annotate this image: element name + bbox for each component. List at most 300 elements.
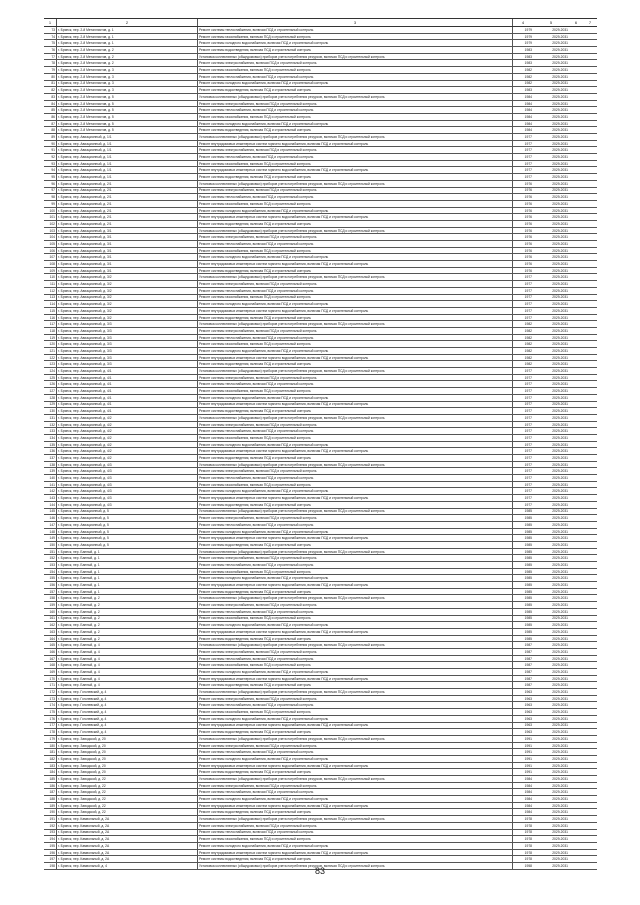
table-row	[44, 207, 597, 214]
address-cell: г. Брянск, пер. Заводской, д. 20	[57, 735, 198, 742]
table-row	[44, 548, 597, 555]
work-type-cell: Установка коллективных (общедомовых) приборов учета потребления ресурсов, включая ПСД и строительный контроль	[198, 321, 513, 328]
table-row	[44, 247, 597, 254]
work-type-cell: Ремонт внутридомовых инженерных систем горячего водоснабжения, включая ПСД и строительный контроль	[198, 762, 513, 769]
empty-cell	[583, 615, 597, 622]
address-cell: г. Брянск, пер. Авиационный, д. 3/2	[57, 281, 198, 288]
empty-cell	[569, 709, 583, 716]
address-cell: г. Брянск, пер. Авиационный, д. 1/1	[57, 174, 198, 181]
period-cell: 2029-2031	[533, 829, 569, 836]
period-cell: 2029-2031	[533, 508, 569, 515]
empty-cell	[569, 361, 583, 368]
row-number: 160	[44, 608, 57, 615]
table-row	[44, 361, 597, 368]
empty-cell	[569, 669, 583, 676]
row-number: 193	[44, 829, 57, 836]
work-type-cell: Установка коллективных (общедомовых) приборов учета потребления ресурсов, включая ПСД и строительный контроль	[198, 735, 513, 742]
empty-cell	[569, 856, 583, 863]
period-cell: 2029-2031	[533, 254, 569, 261]
row-number: 159	[44, 602, 57, 609]
empty-cell	[569, 689, 583, 696]
row-number: 84	[44, 100, 57, 107]
year-cell: 1985	[513, 595, 534, 602]
year-cell: 1963	[513, 689, 534, 696]
address-cell: г. Брянск, пер. 2-й Металлистов, д. 2	[57, 53, 198, 60]
address-cell: г. Брянск, пер. Авиационный, д. 2/1	[57, 200, 198, 207]
table-row	[44, 441, 597, 448]
address-cell: г. Брянск, пер. Авиационный, д. 3/2	[57, 287, 198, 294]
address-cell: г. Брянск, пер. Заводской, д. 20	[57, 769, 198, 776]
empty-cell	[583, 294, 597, 301]
address-cell: г. Брянск, пер. Банный, д. 1	[57, 562, 198, 569]
address-cell: г. Брянск, пер. Авиационный, д. 3/2	[57, 314, 198, 321]
table-row	[44, 294, 597, 301]
period-cell: 2029-2031	[533, 247, 569, 254]
period-cell: 2029-2031	[533, 662, 569, 669]
row-number: 172	[44, 689, 57, 696]
period-cell: 2029-2031	[533, 100, 569, 107]
row-number: 131	[44, 414, 57, 421]
empty-cell	[583, 261, 597, 268]
table-row	[44, 174, 597, 181]
empty-cell	[583, 528, 597, 535]
year-cell: 1984	[513, 796, 534, 803]
empty-cell	[583, 789, 597, 796]
empty-cell	[583, 134, 597, 141]
year-cell: 1979	[513, 27, 534, 34]
empty-cell	[569, 227, 583, 234]
period-cell: 2029-2031	[533, 361, 569, 368]
address-cell: г. Брянск, пер. Авиационный, д. 5	[57, 528, 198, 535]
empty-cell	[569, 521, 583, 528]
year-cell: 1985	[513, 582, 534, 589]
empty-cell	[583, 648, 597, 655]
empty-cell	[583, 307, 597, 314]
period-cell: 2029-2031	[533, 301, 569, 308]
table-row	[44, 842, 597, 849]
address-cell: г. Брянск, пер. Гоголевский, д. 4	[57, 715, 198, 722]
period-cell: 2029-2031	[533, 307, 569, 314]
column-header: 4	[513, 19, 534, 27]
table-row	[44, 501, 597, 508]
table-row	[44, 822, 597, 829]
row-number: 79	[44, 67, 57, 74]
empty-cell	[583, 281, 597, 288]
period-cell: 2029-2031	[533, 628, 569, 635]
empty-cell	[583, 47, 597, 54]
work-type-cell: Ремонт системы газоснабжения, включая ПСД и строительный контроль	[198, 434, 513, 441]
row-number: 173	[44, 695, 57, 702]
empty-cell	[583, 113, 597, 120]
year-cell: 1977	[513, 408, 534, 415]
work-type-cell: Ремонт системы теплоснабжения, включая ПСД и строительный контроль	[198, 829, 513, 836]
row-number: 117	[44, 321, 57, 328]
year-cell: 1977	[513, 461, 534, 468]
work-type-cell: Ремонт внутридомовых инженерных систем горячего водоснабжения, включая ПСД и строительный контроль	[198, 261, 513, 268]
empty-cell	[583, 742, 597, 749]
work-type-cell: Установка коллективных (общедомовых) приборов учета потребления ресурсов, включая ПСД и строительный контроль	[198, 414, 513, 421]
work-type-cell: Ремонт системы теплоснабжения, включая ПСД и строительный контроль	[198, 428, 513, 435]
empty-cell	[583, 475, 597, 482]
row-number: 177	[44, 722, 57, 729]
empty-cell	[583, 287, 597, 294]
row-number: 109	[44, 267, 57, 274]
address-cell: г. Брянск, пер. 2-й Металлистов, д. 3	[57, 87, 198, 94]
year-cell: 1984	[513, 107, 534, 114]
empty-cell	[583, 481, 597, 488]
program-table	[44, 18, 597, 870]
work-type-cell: Ремонт системы водоотведения, включая ПСД и строительный контроль	[198, 87, 513, 94]
period-cell: 2029-2031	[533, 194, 569, 201]
year-cell: 1991	[513, 735, 534, 742]
year-cell: 1976	[513, 227, 534, 234]
year-cell: 1984	[513, 93, 534, 100]
year-cell: 1982	[513, 73, 534, 80]
period-cell: 2029-2031	[533, 40, 569, 47]
period-cell: 2029-2031	[533, 655, 569, 662]
work-type-cell: Ремонт внутридомовых инженерных систем горячего водоснабжения, включая ПСД и строительный контроль	[198, 140, 513, 147]
year-cell: 1976	[513, 254, 534, 261]
address-cell: г. Брянск, пер. Авиационный, д. 4/1	[57, 408, 198, 415]
table-row	[44, 455, 597, 462]
work-type-cell: Ремонт системы электроснабжения, включая ПСД и строительный контроль	[198, 234, 513, 241]
year-cell: 1977	[513, 428, 534, 435]
period-cell: 2029-2031	[533, 648, 569, 655]
row-number: 102	[44, 220, 57, 227]
address-cell: г. Брянск, пер. Авиационный, д. 3/2	[57, 301, 198, 308]
work-type-cell: Ремонт системы холодного водоснабжения, включая ПСД и строительный контроль	[198, 528, 513, 535]
year-cell: 1982	[513, 321, 534, 328]
address-cell: г. Брянск, пер. Авиационный, д. 1/1	[57, 134, 198, 141]
document-page	[44, 18, 596, 870]
year-cell: 1977	[513, 307, 534, 314]
empty-cell	[569, 247, 583, 254]
table-row	[44, 327, 597, 334]
work-type-cell: Ремонт системы теплоснабжения, включая ПСД и строительный контроль	[198, 381, 513, 388]
column-header: 3	[198, 19, 513, 27]
year-cell: 1987	[513, 675, 534, 682]
address-cell: г. Брянск, пер. Авиационный, д. 4/3	[57, 461, 198, 468]
work-type-cell: Ремонт системы теплоснабжения, включая ПСД и строительный контроль	[198, 521, 513, 528]
address-cell: г. Брянск, пер. Камвольный, д. 2А	[57, 829, 198, 836]
table-row	[44, 735, 597, 742]
table-row	[44, 615, 597, 622]
address-cell: г. Брянск, пер. 2-й Металлистов, д. 5	[57, 107, 198, 114]
period-cell: 2029-2031	[533, 134, 569, 141]
address-cell: г. Брянск, пер. Заводской, д. 22	[57, 809, 198, 816]
table-row	[44, 742, 597, 749]
work-type-cell: Ремонт системы газоснабжения, включая ПСД и строительный контроль	[198, 615, 513, 622]
work-type-cell: Ремонт системы холодного водоснабжения, включая ПСД и строительный контроль	[198, 80, 513, 87]
work-type-cell: Установка коллективных (общедомовых) приборов учета потребления ресурсов, включая ПСД и строительный контроль	[198, 816, 513, 823]
period-cell: 2029-2031	[533, 709, 569, 716]
empty-cell	[583, 755, 597, 762]
year-cell: 1976	[513, 267, 534, 274]
year-cell: 1977	[513, 140, 534, 147]
column-header: 7	[583, 19, 597, 27]
row-number: 108	[44, 261, 57, 268]
empty-cell	[569, 682, 583, 689]
table-row	[44, 555, 597, 562]
work-type-cell: Ремонт системы электроснабжения, включая ПСД и строительный контроль	[198, 327, 513, 334]
address-cell: г. Брянск, пер. Заводской, д. 20	[57, 762, 198, 769]
period-cell: 2029-2031	[533, 735, 569, 742]
table-row	[44, 107, 597, 114]
period-cell: 2029-2031	[533, 414, 569, 421]
table-row	[44, 234, 597, 241]
work-type-cell: Ремонт системы газоснабжения, включая ПСД и строительный контроль	[198, 200, 513, 207]
period-cell: 2029-2031	[533, 107, 569, 114]
year-cell: 1976	[513, 214, 534, 221]
empty-cell	[569, 816, 583, 823]
row-number: 140	[44, 475, 57, 482]
address-cell: г. Брянск, пер. Банный, д. 4	[57, 655, 198, 662]
table-row	[44, 93, 597, 100]
year-cell: 1977	[513, 388, 534, 395]
year-cell: 1977	[513, 434, 534, 441]
empty-cell	[583, 802, 597, 809]
table-row	[44, 675, 597, 682]
period-cell: 2029-2031	[533, 348, 569, 355]
empty-cell	[583, 127, 597, 134]
empty-cell	[583, 200, 597, 207]
year-cell: 1977	[513, 394, 534, 401]
empty-cell	[583, 234, 597, 241]
address-cell: г. Брянск, пер. Авиационный, д. 3/1	[57, 247, 198, 254]
year-cell: 1987	[513, 662, 534, 669]
year-cell: 1976	[513, 220, 534, 227]
period-cell: 2029-2031	[533, 849, 569, 856]
address-cell: г. Брянск, пер. Заводской, д. 22	[57, 802, 198, 809]
year-cell: 1985	[513, 628, 534, 635]
period-cell: 2029-2031	[533, 548, 569, 555]
table-row	[44, 816, 597, 823]
empty-cell	[569, 595, 583, 602]
address-cell: г. Брянск, пер. Авиационный, д. 3/3	[57, 327, 198, 334]
empty-cell	[583, 167, 597, 174]
address-cell: г. Брянск, пер. Авиационный, д. 4/2	[57, 414, 198, 421]
period-cell: 2029-2031	[533, 294, 569, 301]
period-cell: 2029-2031	[533, 836, 569, 843]
empty-cell	[569, 341, 583, 348]
year-cell: 1991	[513, 762, 534, 769]
row-number: 123	[44, 361, 57, 368]
table-row	[44, 809, 597, 816]
empty-cell	[583, 361, 597, 368]
address-cell: г. Брянск, пер. Банный, д. 4	[57, 642, 198, 649]
column-number-row	[44, 19, 597, 27]
period-cell: 2029-2031	[533, 702, 569, 709]
empty-cell	[569, 789, 583, 796]
empty-cell	[569, 93, 583, 100]
address-cell: г. Брянск, пер. Авиационный, д. 4/1	[57, 381, 198, 388]
year-cell: 1982	[513, 327, 534, 334]
address-cell: г. Брянск, пер. Авиационный, д. 2/1	[57, 187, 198, 194]
year-cell: 1977	[513, 147, 534, 154]
row-number: 113	[44, 294, 57, 301]
year-cell: 1977	[513, 468, 534, 475]
work-type-cell: Установка коллективных (общедомовых) приборов учета потребления ресурсов, включая ПСД и строительный контроль	[198, 180, 513, 187]
address-cell: г. Брянск, пер. Авиационный, д. 3/1	[57, 241, 198, 248]
year-cell: 1979	[513, 33, 534, 40]
year-cell: 1963	[513, 729, 534, 736]
row-number: 145	[44, 508, 57, 515]
year-cell: 1977	[513, 441, 534, 448]
period-cell: 2029-2031	[533, 160, 569, 167]
period-cell: 2029-2031	[533, 769, 569, 776]
empty-cell	[569, 414, 583, 421]
empty-cell	[569, 267, 583, 274]
empty-cell	[569, 608, 583, 615]
work-type-cell: Ремонт системы газоснабжения, включая ПСД и строительный контроль	[198, 388, 513, 395]
period-cell: 2029-2031	[533, 535, 569, 542]
table-row	[44, 628, 597, 635]
empty-cell	[569, 842, 583, 849]
period-cell: 2029-2031	[533, 147, 569, 154]
empty-cell	[583, 575, 597, 582]
table-row	[44, 120, 597, 127]
table-row	[44, 535, 597, 542]
work-type-cell: Ремонт системы газоснабжения, включая ПСД и строительный контроль	[198, 836, 513, 843]
year-cell: 1982	[513, 341, 534, 348]
work-type-cell: Ремонт системы газоснабжения, включая ПСД и строительный контроль	[198, 160, 513, 167]
empty-cell	[583, 274, 597, 281]
table-row	[44, 321, 597, 328]
row-number: 187	[44, 789, 57, 796]
table-row	[44, 575, 597, 582]
period-cell: 2029-2031	[533, 73, 569, 80]
address-cell: г. Брянск, пер. 2-й Металлистов, д. 2	[57, 47, 198, 54]
table-row	[44, 782, 597, 789]
address-cell: г. Брянск, пер. Авиационный, д. 3/1	[57, 234, 198, 241]
empty-cell	[583, 27, 597, 34]
row-number: 143	[44, 495, 57, 502]
address-cell: г. Брянск, пер. Заводской, д. 22	[57, 789, 198, 796]
work-type-cell: Ремонт внутридомовых инженерных систем горячего водоснабжения, включая ПСД и строительный контроль	[198, 849, 513, 856]
work-type-cell: Установка коллективных (общедомовых) приборов учета потребления ресурсов, включая ПСД и строительный контроль	[198, 274, 513, 281]
empty-cell	[583, 622, 597, 629]
row-number: 122	[44, 354, 57, 361]
address-cell: г. Брянск, пер. Камвольный, д. 2А	[57, 822, 198, 829]
empty-cell	[569, 508, 583, 515]
empty-cell	[583, 247, 597, 254]
address-cell: г. Брянск, пер. Камвольный, д. 2А	[57, 849, 198, 856]
work-type-cell: Ремонт системы теплоснабжения, включая ПСД и строительный контроль	[198, 27, 513, 34]
table-row	[44, 655, 597, 662]
year-cell: 1985	[513, 541, 534, 548]
table-row	[44, 241, 597, 248]
row-number: 106	[44, 247, 57, 254]
empty-cell	[583, 642, 597, 649]
row-number: 189	[44, 802, 57, 809]
period-cell: 2029-2031	[533, 515, 569, 522]
period-cell: 2029-2031	[533, 33, 569, 40]
empty-cell	[569, 27, 583, 34]
empty-cell	[583, 160, 597, 167]
work-type-cell: Ремонт системы водоотведения, включая ПСД и строительный контроль	[198, 682, 513, 689]
work-type-cell: Ремонт внутридомовых инженерных систем горячего водоснабжения, включая ПСД и строительный контроль	[198, 307, 513, 314]
period-cell: 2029-2031	[533, 562, 569, 569]
address-cell: г. Брянск, пер. Авиационный, д. 5	[57, 535, 198, 542]
address-cell: г. Брянск, пер. 2-й Металлистов, д. 3	[57, 73, 198, 80]
empty-cell	[569, 73, 583, 80]
period-cell: 2029-2031	[533, 207, 569, 214]
address-cell: г. Брянск, пер. 2-й Металлистов, д. 5	[57, 127, 198, 134]
empty-cell	[569, 134, 583, 141]
work-type-cell: Ремонт системы электроснабжения, включая ПСД и строительный контроль	[198, 782, 513, 789]
work-type-cell: Ремонт системы водоотведения, включая ПСД и строительный контроль	[198, 769, 513, 776]
year-cell: 1976	[513, 200, 534, 207]
row-number: 91	[44, 147, 57, 154]
empty-cell	[569, 481, 583, 488]
year-cell: 1987	[513, 682, 534, 689]
period-cell: 2029-2031	[533, 521, 569, 528]
work-type-cell: Ремонт системы электроснабжения, включая ПСД и строительный контроль	[198, 374, 513, 381]
period-cell: 2029-2031	[533, 695, 569, 702]
empty-cell	[569, 348, 583, 355]
period-cell: 2029-2031	[533, 341, 569, 348]
row-number: 165	[44, 642, 57, 649]
work-type-cell: Ремонт системы холодного водоснабжения, включая ПСД и строительный контроль	[198, 441, 513, 448]
address-cell: г. Брянск, пер. 2-й Металлистов, д. 5	[57, 93, 198, 100]
address-cell: г. Брянск, пер. Заводской, д. 22	[57, 796, 198, 803]
table-row	[44, 227, 597, 234]
empty-cell	[569, 455, 583, 462]
period-cell: 2029-2031	[533, 722, 569, 729]
row-number: 188	[44, 796, 57, 803]
empty-cell	[569, 648, 583, 655]
year-cell: 1985	[513, 588, 534, 595]
empty-cell	[569, 548, 583, 555]
work-type-cell: Ремонт системы электроснабжения, включая ПСД и строительный контроль	[198, 281, 513, 288]
year-cell: 1985	[513, 568, 534, 575]
address-cell: г. Брянск, пер. Авиационный, д. 4/1	[57, 401, 198, 408]
row-number: 114	[44, 301, 57, 308]
empty-cell	[569, 261, 583, 268]
row-number: 75	[44, 40, 57, 47]
row-number: 153	[44, 562, 57, 569]
empty-cell	[583, 408, 597, 415]
empty-cell	[569, 434, 583, 441]
table-row	[44, 762, 597, 769]
empty-cell	[569, 354, 583, 361]
work-type-cell: Ремонт системы холодного водоснабжения, включая ПСД и строительный контроль	[198, 207, 513, 214]
work-type-cell: Ремонт системы электроснабжения, включая ПСД и строительный контроль	[198, 187, 513, 194]
empty-cell	[583, 394, 597, 401]
empty-cell	[583, 562, 597, 569]
address-cell: г. Брянск, пер. Авиационный, д. 3/1	[57, 227, 198, 234]
row-number: 115	[44, 307, 57, 314]
empty-cell	[583, 809, 597, 816]
period-cell: 2029-2031	[533, 53, 569, 60]
empty-cell	[569, 802, 583, 809]
row-number: 95	[44, 174, 57, 181]
year-cell: 1977	[513, 381, 534, 388]
empty-cell	[583, 501, 597, 508]
period-cell: 2029-2031	[533, 47, 569, 54]
empty-cell	[569, 174, 583, 181]
work-type-cell: Ремонт системы газоснабжения, включая ПСД и строительный контроль	[198, 294, 513, 301]
table-row	[44, 348, 597, 355]
year-cell: 1978	[513, 822, 534, 829]
year-cell: 1963	[513, 695, 534, 702]
year-cell: 1979	[513, 40, 534, 47]
table-row	[44, 448, 597, 455]
year-cell: 1985	[513, 521, 534, 528]
period-cell: 2029-2031	[533, 434, 569, 441]
row-number: 90	[44, 140, 57, 147]
year-cell: 1978	[513, 836, 534, 843]
